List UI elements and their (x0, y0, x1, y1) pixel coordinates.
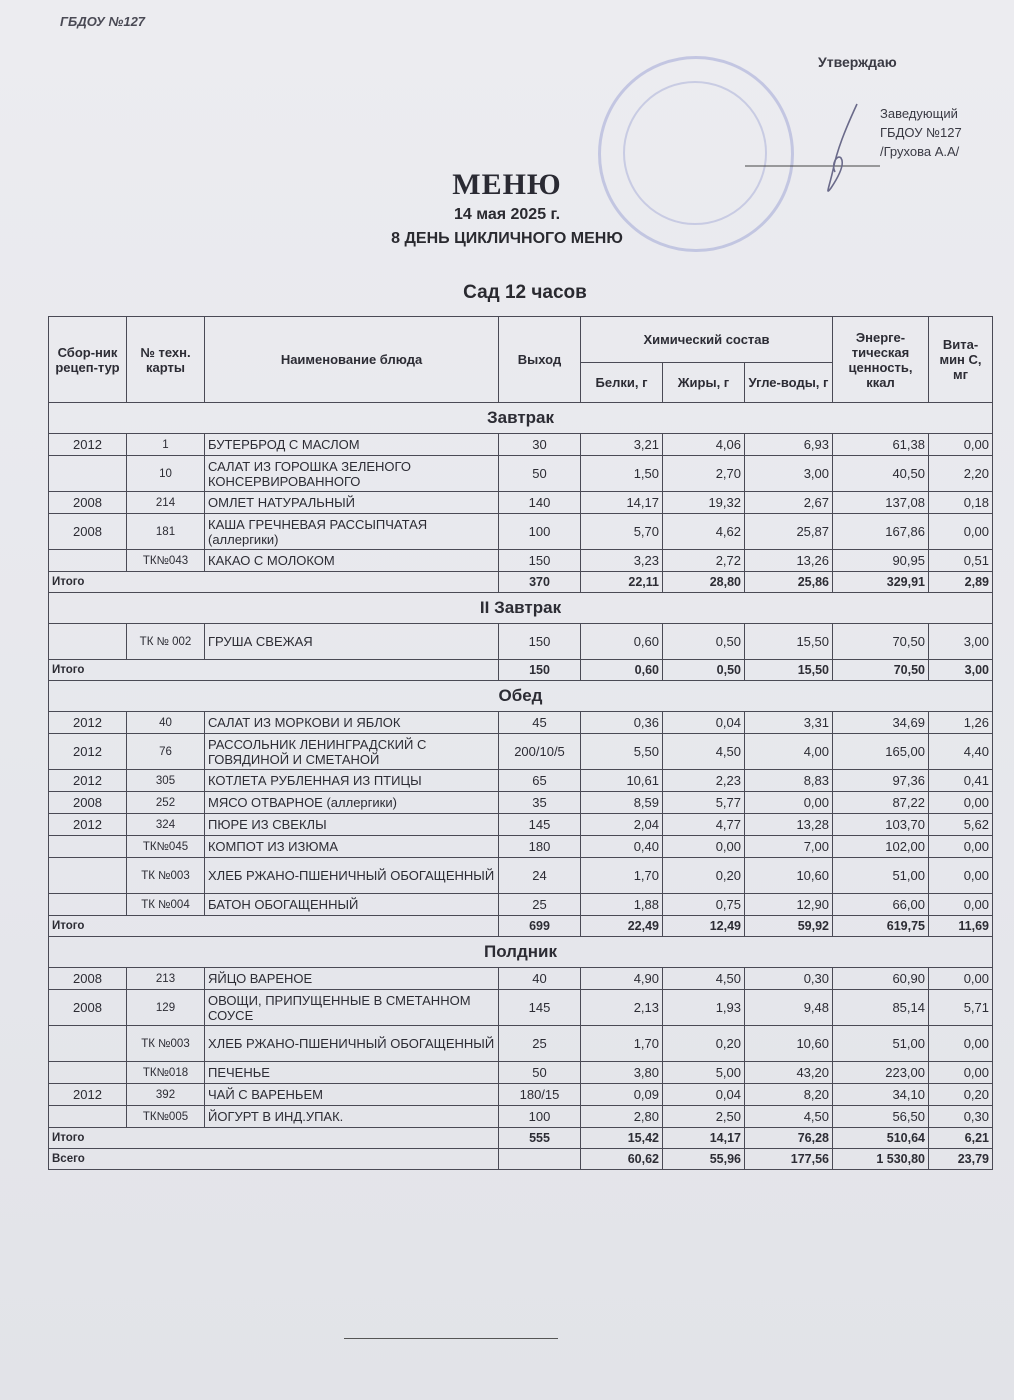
fat-cell: 0,20 (663, 858, 745, 894)
vitamin-cell: 4,40 (929, 734, 993, 770)
vitamin-cell: 3,00 (929, 624, 993, 660)
dish-name-cell: ПЕЧЕНЬЕ (205, 1062, 499, 1084)
protein-cell: 14,17 (581, 492, 663, 514)
subtotal-row (49, 660, 993, 681)
carb-cell: 43,20 (745, 1062, 833, 1084)
protein-cell: 3,80 (581, 1062, 663, 1084)
fat-cell: 5,00 (663, 1062, 745, 1084)
carb-cell: 59,92 (745, 916, 833, 937)
header-collection: Сбор-ник рецеп-тур (49, 317, 127, 403)
card-number-cell: ТК №004 (127, 894, 205, 916)
output-cell: 370 (499, 572, 581, 593)
table-row (49, 770, 993, 792)
collection-cell: 2008 (49, 990, 127, 1026)
carb-cell: 0,30 (745, 968, 833, 990)
vitamin-cell: 0,00 (929, 1062, 993, 1084)
dish-name-cell: КОМПОТ ИЗ ИЗЮМА (205, 836, 499, 858)
header-output: Выход (499, 317, 581, 403)
collection-cell: 2008 (49, 514, 127, 550)
table-row (49, 1106, 993, 1128)
vitamin-cell: 5,71 (929, 990, 993, 1026)
card-number-cell: 392 (127, 1084, 205, 1106)
fat-cell: 28,80 (663, 572, 745, 593)
grand-total-row (49, 1149, 993, 1170)
grand-total-label: Всего (49, 1149, 499, 1170)
carb-cell: 13,26 (745, 550, 833, 572)
table-row (49, 858, 993, 894)
energy-cell: 619,75 (833, 916, 929, 937)
energy-cell: 51,00 (833, 1026, 929, 1062)
energy-cell: 70,50 (833, 660, 929, 681)
dish-name-cell: РАССОЛЬНИК ЛЕНИНГРАДСКИЙ С ГОВЯДИНОЙ И СМЕТАНОЙ (205, 734, 499, 770)
card-number-cell: 181 (127, 514, 205, 550)
energy-cell: 103,70 (833, 814, 929, 836)
energy-cell: 56,50 (833, 1106, 929, 1128)
vitamin-cell: 0,00 (929, 792, 993, 814)
card-number-cell: 129 (127, 990, 205, 1026)
energy-cell: 60,90 (833, 968, 929, 990)
carb-cell: 3,31 (745, 712, 833, 734)
fat-cell: 19,32 (663, 492, 745, 514)
protein-cell: 3,23 (581, 550, 663, 572)
dish-name-cell: ОМЛЕТ НАТУРАЛЬНЫЙ (205, 492, 499, 514)
collection-cell: 2012 (49, 734, 127, 770)
dish-name-cell: ОВОЩИ, ПРИПУЩЕННЫЕ В СМЕТАННОМ СОУСЕ (205, 990, 499, 1026)
group-title: Сад 12 часов (463, 282, 587, 303)
table-row (49, 836, 993, 858)
approver-position: Заведующий (880, 106, 958, 121)
energy-cell: 66,00 (833, 894, 929, 916)
protein-cell: 5,50 (581, 734, 663, 770)
output-cell: 40 (499, 968, 581, 990)
dish-name-cell: ХЛЕБ РЖАНО-ПШЕНИЧНЫЙ ОБОГАЩЕННЫЙ (205, 858, 499, 894)
approval-heading: Утверждаю (818, 54, 897, 70)
protein-cell: 1,70 (581, 1026, 663, 1062)
document-title: МЕНЮ (452, 168, 562, 201)
output-cell: 100 (499, 1106, 581, 1128)
protein-cell: 2,13 (581, 990, 663, 1026)
protein-cell: 2,04 (581, 814, 663, 836)
carb-cell: 8,20 (745, 1084, 833, 1106)
table-row (49, 1084, 993, 1106)
protein-cell: 0,60 (581, 624, 663, 660)
fat-cell: 4,77 (663, 814, 745, 836)
protein-cell: 1,70 (581, 858, 663, 894)
section-title: II Завтрак (49, 593, 993, 624)
card-number-cell: ТК № 002 (127, 624, 205, 660)
energy-cell: 97,36 (833, 770, 929, 792)
header-card: № техн. карты (127, 317, 205, 403)
subtotal-row (49, 572, 993, 593)
protein-cell: 0,09 (581, 1084, 663, 1106)
menu-cycle-day: 8 ДЕНЬ ЦИКЛИЧНОГО МЕНЮ (391, 230, 623, 247)
header-dish-name: Наименование блюда (205, 317, 499, 403)
fat-cell: 2,72 (663, 550, 745, 572)
protein-cell: 10,61 (581, 770, 663, 792)
energy-cell: 34,10 (833, 1084, 929, 1106)
fat-cell: 5,77 (663, 792, 745, 814)
dish-name-cell: ПЮРЕ ИЗ СВЕКЛЫ (205, 814, 499, 836)
section-header-row (49, 403, 993, 434)
output-cell: 25 (499, 894, 581, 916)
carb-cell: 12,90 (745, 894, 833, 916)
header-fat: Жиры, г (663, 363, 745, 403)
energy-cell: 40,50 (833, 456, 929, 492)
output-cell (499, 1149, 581, 1170)
carb-cell: 9,48 (745, 990, 833, 1026)
card-number-cell: 40 (127, 712, 205, 734)
table-row (49, 514, 993, 550)
table-row (49, 814, 993, 836)
collection-cell (49, 624, 127, 660)
collection-cell (49, 858, 127, 894)
fat-cell: 2,50 (663, 1106, 745, 1128)
protein-cell: 0,60 (581, 660, 663, 681)
collection-cell: 2012 (49, 770, 127, 792)
output-cell: 699 (499, 916, 581, 937)
output-cell: 65 (499, 770, 581, 792)
carb-cell: 4,00 (745, 734, 833, 770)
fat-cell: 4,50 (663, 968, 745, 990)
protein-cell: 1,50 (581, 456, 663, 492)
energy-cell: 90,95 (833, 550, 929, 572)
carb-cell: 3,00 (745, 456, 833, 492)
protein-cell: 2,80 (581, 1106, 663, 1128)
output-cell: 145 (499, 990, 581, 1026)
protein-cell: 22,11 (581, 572, 663, 593)
protein-cell: 22,49 (581, 916, 663, 937)
subtotal-row (49, 916, 993, 937)
carb-cell: 8,83 (745, 770, 833, 792)
table-row (49, 1026, 993, 1062)
dish-name-cell: САЛАТ ИЗ ГОРОШКА ЗЕЛЕНОГО КОНСЕРВИРОВАННОГО (205, 456, 499, 492)
fat-cell: 55,96 (663, 1149, 745, 1170)
card-number-cell: ТК№045 (127, 836, 205, 858)
table-row (49, 624, 993, 660)
output-cell: 140 (499, 492, 581, 514)
organization-name: ГБДОУ №127 (60, 14, 146, 29)
subtotal-label: Итого (49, 1128, 499, 1149)
section-header-row (49, 681, 993, 712)
vitamin-cell: 5,62 (929, 814, 993, 836)
vitamin-cell: 0,00 (929, 858, 993, 894)
section-header-row (49, 593, 993, 624)
collection-cell: 2008 (49, 792, 127, 814)
energy-cell: 137,08 (833, 492, 929, 514)
carb-cell: 6,93 (745, 434, 833, 456)
table-row (49, 792, 993, 814)
output-cell: 24 (499, 858, 581, 894)
collection-cell (49, 550, 127, 572)
vitamin-cell: 0,18 (929, 492, 993, 514)
fat-cell: 1,93 (663, 990, 745, 1026)
table-row (49, 1062, 993, 1084)
menu-table (48, 316, 993, 1170)
collection-cell: 2008 (49, 968, 127, 990)
output-cell: 150 (499, 624, 581, 660)
table-row (49, 434, 993, 456)
dish-name-cell: КАКАО С МОЛОКОМ (205, 550, 499, 572)
dish-name-cell: БАТОН ОБОГАЩЕННЫЙ (205, 894, 499, 916)
dish-name-cell: КОТЛЕТА РУБЛЕННАЯ ИЗ ПТИЦЫ (205, 770, 499, 792)
energy-cell: 1 530,80 (833, 1149, 929, 1170)
vitamin-cell: 0,00 (929, 836, 993, 858)
subtotal-label: Итого (49, 660, 499, 681)
card-number-cell: 1 (127, 434, 205, 456)
carb-cell: 2,67 (745, 492, 833, 514)
output-cell: 50 (499, 456, 581, 492)
table-row (49, 968, 993, 990)
vitamin-cell: 0,00 (929, 434, 993, 456)
card-number-cell: ТК №003 (127, 858, 205, 894)
energy-cell: 510,64 (833, 1128, 929, 1149)
energy-cell: 329,91 (833, 572, 929, 593)
fat-cell: 0,00 (663, 836, 745, 858)
collection-cell (49, 836, 127, 858)
energy-cell: 61,38 (833, 434, 929, 456)
card-number-cell: ТК №003 (127, 1026, 205, 1062)
subtotal-label: Итого (49, 916, 499, 937)
dish-name-cell: ГРУША СВЕЖАЯ (205, 624, 499, 660)
output-cell: 200/10/5 (499, 734, 581, 770)
card-number-cell: 10 (127, 456, 205, 492)
carb-cell: 76,28 (745, 1128, 833, 1149)
table-row (49, 550, 993, 572)
dish-name-cell: КАША ГРЕЧНЕВАЯ РАССЫПЧАТАЯ (аллергики) (205, 514, 499, 550)
output-cell: 30 (499, 434, 581, 456)
fat-cell: 4,06 (663, 434, 745, 456)
fat-cell: 14,17 (663, 1128, 745, 1149)
protein-cell: 60,62 (581, 1149, 663, 1170)
energy-cell: 102,00 (833, 836, 929, 858)
dish-name-cell: БУТЕРБРОД С МАСЛОМ (205, 434, 499, 456)
output-cell: 100 (499, 514, 581, 550)
header-protein: Белки, г (581, 363, 663, 403)
output-cell: 180/15 (499, 1084, 581, 1106)
carb-cell: 177,56 (745, 1149, 833, 1170)
protein-cell: 8,59 (581, 792, 663, 814)
energy-cell: 165,00 (833, 734, 929, 770)
table-row (49, 734, 993, 770)
energy-cell: 87,22 (833, 792, 929, 814)
approver-organization: ГБДОУ №127 (880, 125, 962, 140)
protein-cell: 3,21 (581, 434, 663, 456)
fat-cell: 0,04 (663, 712, 745, 734)
dish-name-cell: ЯЙЦО ВАРЕНОЕ (205, 968, 499, 990)
carb-cell: 7,00 (745, 836, 833, 858)
energy-cell: 223,00 (833, 1062, 929, 1084)
vitamin-cell: 0,00 (929, 514, 993, 550)
dish-name-cell: САЛАТ ИЗ МОРКОВИ И ЯБЛОК (205, 712, 499, 734)
collection-cell (49, 1062, 127, 1084)
fat-cell: 0,50 (663, 624, 745, 660)
fat-cell: 12,49 (663, 916, 745, 937)
vitamin-cell: 6,21 (929, 1128, 993, 1149)
collection-cell: 2008 (49, 492, 127, 514)
collection-cell (49, 1106, 127, 1128)
header-vitamin: Вита-мин С, мг (929, 317, 993, 403)
protein-cell: 15,42 (581, 1128, 663, 1149)
protein-cell: 0,40 (581, 836, 663, 858)
protein-cell: 5,70 (581, 514, 663, 550)
fat-cell: 4,62 (663, 514, 745, 550)
vitamin-cell: 2,89 (929, 572, 993, 593)
table-row (49, 712, 993, 734)
energy-cell: 85,14 (833, 990, 929, 1026)
card-number-cell: 305 (127, 770, 205, 792)
dish-name-cell: ХЛЕБ РЖАНО-ПШЕНИЧНЫЙ ОБОГАЩЕННЫЙ (205, 1026, 499, 1062)
collection-cell: 2012 (49, 1084, 127, 1106)
protein-cell: 1,88 (581, 894, 663, 916)
carb-cell: 13,28 (745, 814, 833, 836)
carb-cell: 4,50 (745, 1106, 833, 1128)
energy-cell: 51,00 (833, 858, 929, 894)
menu-body (49, 403, 993, 1170)
energy-cell: 34,69 (833, 712, 929, 734)
energy-cell: 70,50 (833, 624, 929, 660)
output-cell: 150 (499, 550, 581, 572)
carb-cell: 25,86 (745, 572, 833, 593)
card-number-cell: ТК№043 (127, 550, 205, 572)
section-title: Полдник (49, 937, 993, 968)
subtotal-row (49, 1128, 993, 1149)
collection-cell: 2012 (49, 712, 127, 734)
output-cell: 45 (499, 712, 581, 734)
vitamin-cell: 2,20 (929, 456, 993, 492)
dish-name-cell: ЙОГУРТ В ИНД.УПАК. (205, 1106, 499, 1128)
card-number-cell: 76 (127, 734, 205, 770)
fat-cell: 4,50 (663, 734, 745, 770)
collection-cell (49, 894, 127, 916)
output-cell: 145 (499, 814, 581, 836)
carb-cell: 10,60 (745, 858, 833, 894)
vitamin-cell: 3,00 (929, 660, 993, 681)
collection-cell (49, 1026, 127, 1062)
vitamin-cell: 1,26 (929, 712, 993, 734)
bottom-signature-line (344, 1338, 558, 1339)
header-carb: Угле-воды, г (745, 363, 833, 403)
fat-cell: 0,04 (663, 1084, 745, 1106)
table-row (49, 990, 993, 1026)
card-number-cell: 213 (127, 968, 205, 990)
output-cell: 50 (499, 1062, 581, 1084)
carb-cell: 10,60 (745, 1026, 833, 1062)
vitamin-cell: 0,41 (929, 770, 993, 792)
vitamin-cell: 0,00 (929, 894, 993, 916)
vitamin-cell: 11,69 (929, 916, 993, 937)
protein-cell: 0,36 (581, 712, 663, 734)
approver-block (880, 104, 962, 161)
subtotal-label: Итого (49, 572, 499, 593)
carb-cell: 15,50 (745, 624, 833, 660)
fat-cell: 0,50 (663, 660, 745, 681)
section-title: Обед (49, 681, 993, 712)
table-row (49, 894, 993, 916)
collection-cell: 2012 (49, 814, 127, 836)
card-number-cell: 252 (127, 792, 205, 814)
energy-cell: 167,86 (833, 514, 929, 550)
card-number-cell: 214 (127, 492, 205, 514)
approver-name: /Грухова А.А/ (880, 144, 960, 159)
dish-name-cell: ЧАЙ С ВАРЕНЬЕМ (205, 1084, 499, 1106)
fat-cell: 2,23 (663, 770, 745, 792)
card-number-cell: ТК№018 (127, 1062, 205, 1084)
table-row (49, 456, 993, 492)
vitamin-cell: 0,00 (929, 1026, 993, 1062)
carb-cell: 0,00 (745, 792, 833, 814)
output-cell: 150 (499, 660, 581, 681)
vitamin-cell: 0,51 (929, 550, 993, 572)
section-header-row (49, 937, 993, 968)
dish-name-cell: МЯСО ОТВАРНОЕ (аллергики) (205, 792, 499, 814)
carb-cell: 15,50 (745, 660, 833, 681)
section-title: Завтрак (49, 403, 993, 434)
vitamin-cell: 0,30 (929, 1106, 993, 1128)
protein-cell: 4,90 (581, 968, 663, 990)
carb-cell: 25,87 (745, 514, 833, 550)
fat-cell: 2,70 (663, 456, 745, 492)
card-number-cell: 324 (127, 814, 205, 836)
vitamin-cell: 23,79 (929, 1149, 993, 1170)
menu-date: 14 мая 2025 г. (453, 206, 561, 223)
header-energy: Энерге-тическая ценность, ккал (833, 317, 929, 403)
collection-cell (49, 456, 127, 492)
vitamin-cell: 0,00 (929, 968, 993, 990)
vitamin-cell: 0,20 (929, 1084, 993, 1106)
output-cell: 180 (499, 836, 581, 858)
collection-cell: 2012 (49, 434, 127, 456)
output-cell: 35 (499, 792, 581, 814)
fat-cell: 0,20 (663, 1026, 745, 1062)
card-number-cell: ТК№005 (127, 1106, 205, 1128)
fat-cell: 0,75 (663, 894, 745, 916)
table-row (49, 492, 993, 514)
output-cell: 555 (499, 1128, 581, 1149)
output-cell: 25 (499, 1026, 581, 1062)
header-chemical: Химический состав (581, 317, 833, 363)
